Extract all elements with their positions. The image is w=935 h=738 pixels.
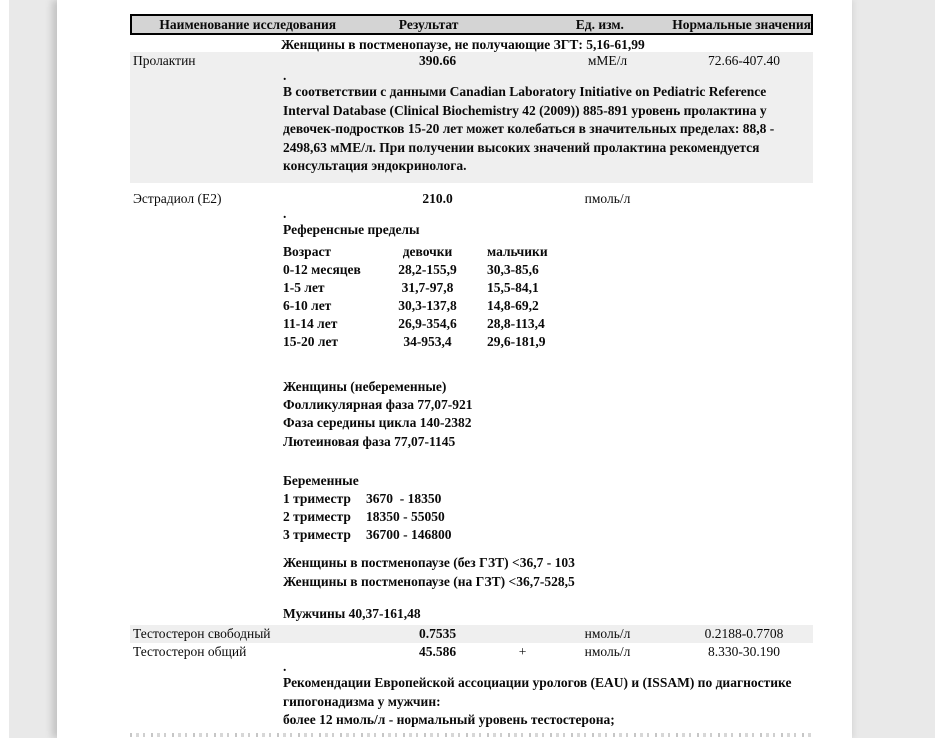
age-range: 6-10 лет [283, 297, 332, 313]
trimester-row [283, 490, 813, 508]
men-reference-line: Мужчины 40,37-161,48 [283, 606, 421, 621]
trimester-rows [283, 490, 813, 544]
age-table-row [283, 261, 813, 279]
boys-value: 30,3-85,6 [487, 261, 539, 277]
age-table-row [283, 333, 813, 351]
boys-value: 14,8-69,2 [487, 297, 539, 313]
test-unit: нмоль/л [584, 626, 631, 641]
table-row-estradiol [130, 190, 813, 208]
document-page [57, 0, 852, 738]
testosterone-normal-level-line: более 12 нмоль/л - нормальный уровень тестостерона; [283, 712, 615, 727]
age-range: 0-12 месяцев [283, 261, 361, 277]
trimester-range: 18350 - 55050 [366, 509, 445, 524]
comment-dot: . [283, 205, 287, 221]
prolactin-comment-text: В соответствии с данными Canadian Laboratory Initiative on Pediatric Reference Interval Database (Clinical Biochemistry 42 (2009)) 885-891 уровень пролактина у девочек-подростков 15-20 лет может колебаться в значительных пределах: 88,8 - 2498,63 мМЕ/л. При получении высоких значений пролактина рекомендуется консультация эндокринолога. [283, 84, 775, 173]
comment-dot: . [283, 68, 287, 83]
clipped-text-row [130, 733, 813, 737]
trimester-label: 1 триместр [283, 491, 351, 506]
age-table-row [283, 279, 813, 297]
phase-reference-line: Фаза середины цикла 140-2382 [283, 415, 472, 430]
test-result: 210.0 [422, 190, 453, 206]
boys-value: 29,6-181,9 [487, 333, 546, 349]
age-reference-table [283, 242, 813, 351]
age-table-header [283, 242, 813, 261]
trimester-row [283, 526, 813, 544]
testosterone-recommendation-text: Рекомендации Европейской ассоциации урологов (EAU) и (ISSAM) по диагностике гипогонадизма у мужчин: [283, 675, 792, 709]
column-header-normal-values: Нормальные значения [672, 16, 811, 32]
age-table-row [283, 315, 813, 333]
left-page-edge [0, 0, 9, 738]
postmenopause-no-hrt-note: Женщины в постменопаузе, не получающие ЗГТ: 5,16-61,99 [281, 37, 645, 52]
test-unit: нмоль/л [584, 644, 631, 659]
boys-value: 15,5-84,1 [487, 279, 539, 295]
postmenopause-reference-line: Женщины в постменопаузе (без ГЗТ) <36,7 - 103 [283, 555, 575, 570]
normal-range: 8.330-30.190 [708, 644, 780, 659]
age-column-header: Возраст [283, 243, 332, 259]
girls-value: 30,3-137,8 [398, 297, 457, 313]
postmenopause-lines [283, 554, 813, 591]
lab-report [130, 14, 813, 737]
age-range: 11-14 лет [283, 315, 338, 331]
trimester-row [283, 508, 813, 526]
table-row-prolactin [130, 52, 813, 70]
pregnant-title: Беременные [283, 473, 359, 488]
phase-reference-line: Фолликулярная фаза 77,07-921 [283, 396, 473, 412]
women-phase-lines [283, 396, 813, 452]
comment-dot: . [283, 659, 287, 674]
trimester-label: 2 триместр [283, 509, 351, 524]
column-header-unit: Ед. изм. [575, 16, 624, 32]
test-result: 45.586 [418, 644, 457, 659]
boys-value: 28,8-113,4 [487, 315, 545, 331]
test-name: Тестостерон общий [133, 644, 247, 659]
girls-value: 34-953,4 [403, 333, 452, 349]
results-table-header [130, 14, 813, 35]
normal-range: 72.66-407.40 [708, 53, 780, 68]
girls-value: 31,7-97,8 [401, 279, 454, 295]
test-unit: пмоль/л [584, 190, 631, 206]
boys-column-header: мальчики [487, 243, 548, 259]
test-name: Пролактин [133, 53, 196, 68]
postmenopause-reference-line: Женщины в постменопаузе (на ГЗТ) <36,7-528,5 [283, 573, 575, 589]
table-row-testosterone-free [130, 625, 813, 643]
women-nonpregnant-title: Женщины (небеременные) [283, 378, 447, 394]
test-result: 390.66 [418, 53, 457, 68]
test-name: Эстрадиол (E2) [133, 190, 222, 206]
girls-column-header: девочки [402, 243, 453, 259]
column-header-test-name: Наименование исследования [159, 16, 337, 32]
column-header-result: Результат [398, 16, 459, 32]
reference-limits-title: Референсные пределы [283, 221, 420, 237]
girls-value: 28,2-155,9 [398, 261, 457, 277]
trimester-range: 3670 - 18350 [366, 491, 442, 506]
trimester-label: 3 триместр [283, 527, 351, 542]
result-flag: + [518, 644, 527, 659]
test-result: 0.7535 [418, 626, 457, 641]
age-range: 15-20 лет [283, 333, 339, 349]
test-name: Тестостерон свободный [133, 626, 271, 641]
trimester-range: 36700 - 146800 [366, 527, 452, 542]
age-table-rows [283, 261, 813, 351]
prolactin-block [130, 52, 813, 183]
girls-value: 26,9-354,6 [398, 315, 457, 331]
normal-range: 0.2188-0.7708 [704, 626, 784, 641]
age-table-row [283, 297, 813, 315]
table-row-testosterone-total [130, 643, 813, 661]
phase-reference-line: Лютеиновая фаза 77,07-1145 [283, 433, 456, 449]
age-range: 1-5 лет [283, 279, 325, 295]
test-unit: мМЕ/л [587, 53, 628, 68]
